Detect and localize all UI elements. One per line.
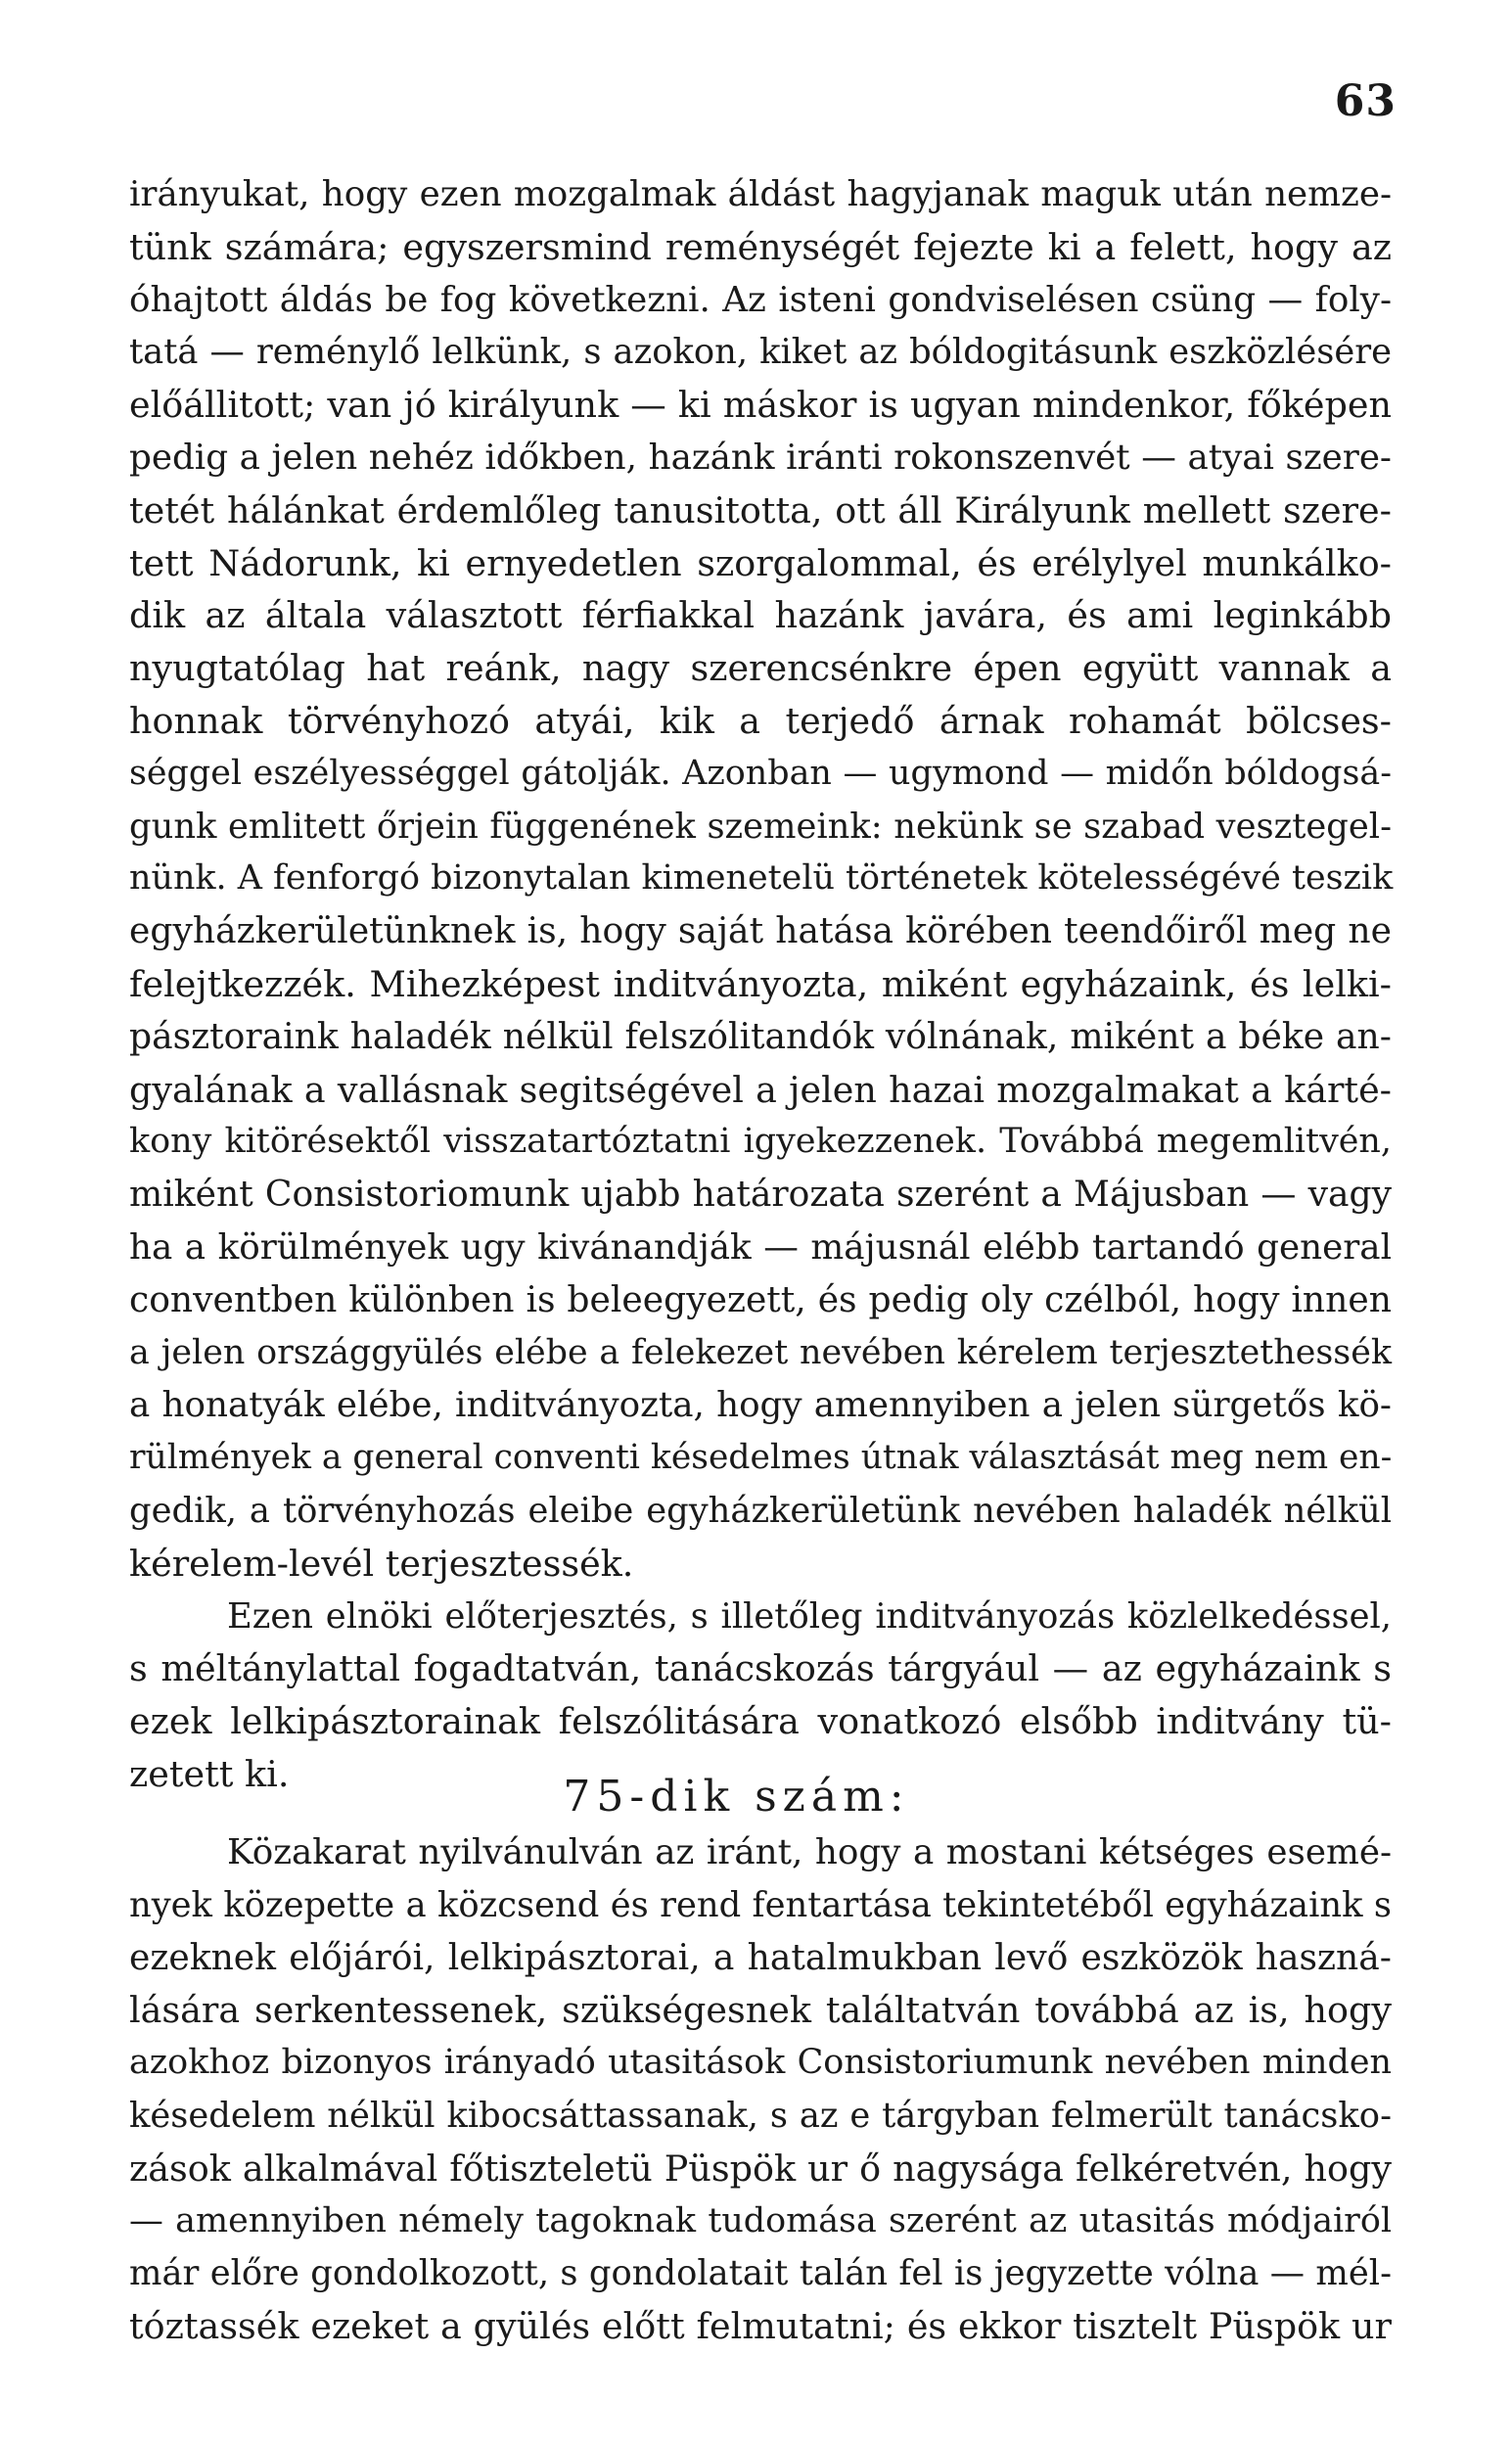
text-line: miként Consistoriomunk ujabb határozata szerént a Májusban — vagy [129, 1174, 1392, 1216]
text-line: gedik, a törvényhozás eleibe egyházkerületünk nevében haladék nélkül [129, 1490, 1392, 1531]
text-line: óhajtott áldás be fog következni. Az isteni gondviselésen csüng — foly- [129, 279, 1392, 320]
text-line: tünk számára; egyszersmind reménységét fejezte ki a felett, hogy az [129, 225, 1392, 268]
text-line: nyugtatólag hat reánk, nagy szerencsénkre épen együtt vannak a [129, 647, 1392, 690]
text-line: előállitott; van jó királyunk — ki máskor is ugyan mindenkor, főképen [129, 384, 1392, 427]
text-line: gunk emlitett őrjein függenének szemeink: nekünk se szabad vesztegel- [129, 806, 1392, 847]
text-line: ha a körülmények ugy kivánandják — májusnál elébb tartandó general [129, 1226, 1392, 1268]
text-line: kérelem-levél terjesztessék. [129, 1542, 634, 1585]
text-line: honnak törvényhozó atyái, kik a terjedő árnak rohamát bölcses- [129, 699, 1392, 742]
text-block-upper [129, 168, 1392, 1801]
text-line: egyházkerületünknek is, hogy saját hatása körében teendőiről meg ne [129, 910, 1392, 952]
text-line: a jelen országgyülés elébe a felekezet nevében kérelem terjesztethessék [129, 1332, 1392, 1372]
text-line: zások alkalmával főtiszteletü Püspök ur ő nagysága felkéretvén, hogy [129, 2147, 1392, 2190]
text-line: késedelem nélkül kibocsáttassanak, s az e tárgyban felmerült tanácsko- [129, 2095, 1392, 2136]
text-line: tett Nádorunk, ki ernyedetlen szorgalommal, és erélylyel munkálko- [129, 541, 1392, 584]
text-line: pedig a jelen nehéz időkben, hazánk iránti rokonszenvét — atyai szere- [129, 437, 1392, 478]
text-line: séggel eszélyességgel gátolják. Azonban — ugymond — midőn bóldogsá- [129, 753, 1392, 793]
text-line: — amennyiben némely tagoknak tudomása szerént az utasitás módjairól [129, 2200, 1392, 2240]
text-line: zetett ki. [129, 1752, 290, 1795]
text-line: nyek közepette a közcsend és rend fentartása tekintetéből egyházaink s [129, 1884, 1392, 1925]
section-heading: 75-dik szám: [563, 1772, 910, 1822]
text-block-lower [129, 1826, 1392, 2353]
text-line: már előre gondolkozott, s gondolatait talán fel is jegyzette vólna — mél- [129, 2253, 1392, 2294]
page-number: 63 [1334, 76, 1397, 126]
paragraph-1 [129, 168, 1392, 1591]
text-line: tatá — reménylő lelkünk, s azokon, kiket az bóldogitásunk eszközlésére [129, 332, 1392, 373]
text-line: conventben különben is beleegyezett, és pedig oly czélból, hogy innen [129, 1278, 1392, 1320]
text-line: gyalának a vallásnak segitségével a jelen hazai mozgalmakat a kárté- [129, 1068, 1392, 1111]
text-line: pásztoraink haladék nélkül felszólitandók vólnának, miként a béke an- [129, 1015, 1392, 1057]
text-line: s méltánylattal fogadtatván, tanácskozás tárgyául — az egyházaink s [129, 1647, 1392, 1690]
text-line: nünk. A fenforgó bizonytalan kimenetelü történetek kötelességévé teszik [129, 858, 1394, 899]
text-line: irányukat, hogy ezen mozgalmak áldást hagyjanak maguk után nemze- [129, 174, 1392, 214]
text-line: kony kitörésektől visszatartóztatni igyekezzenek. Továbbá megemlitvén, [129, 1122, 1392, 1162]
text-line: a honatyák elébe, inditványozta, hogy amennyiben a jelen sürgetős kö- [129, 1385, 1392, 1426]
text-line: tetét hálánkat érdemlőleg tanusitotta, ott áll Királyunk mellett szere- [129, 488, 1392, 531]
text-line: ezek lelkipásztorainak felszólitására vonatkozó elsőbb inditvány tü- [129, 1700, 1392, 1743]
text-line: Ezen elnöki előterjesztés, s illetőleg inditványozás közlelkedéssel, [227, 1595, 1392, 1637]
text-line: Közakarat nyilvánulván az iránt, hogy a mostani kétséges esemé- [227, 1832, 1392, 1872]
paragraph-3 [129, 1826, 1392, 2353]
text-line: azokhoz bizonyos irányadó utasitások Consistoriumunk nevében minden [129, 2043, 1392, 2083]
text-line: felejtkezzék. Mihezképest inditványozta, miként egyházaink, és lelki- [129, 962, 1392, 1005]
text-line: lására serkentessenek, szükségesnek találtatván továbbá az is, hogy [129, 1989, 1392, 2032]
text-line: dik az általa választott férfiakkal hazánk javára, és ami leginkább [129, 594, 1392, 637]
paragraph-2 [129, 1591, 1392, 1801]
text-line: tóztassék ezeket a gyülés előtt felmutatni; és ekkor tisztelt Püspök ur [129, 2305, 1392, 2348]
text-line: rülmények a general conventi késedelmes útnak választását meg nem en- [129, 1438, 1393, 1478]
text-line: ezeknek előjárói, lelkipásztorai, a hatalmukban levő eszközök haszná- [129, 1936, 1392, 1978]
